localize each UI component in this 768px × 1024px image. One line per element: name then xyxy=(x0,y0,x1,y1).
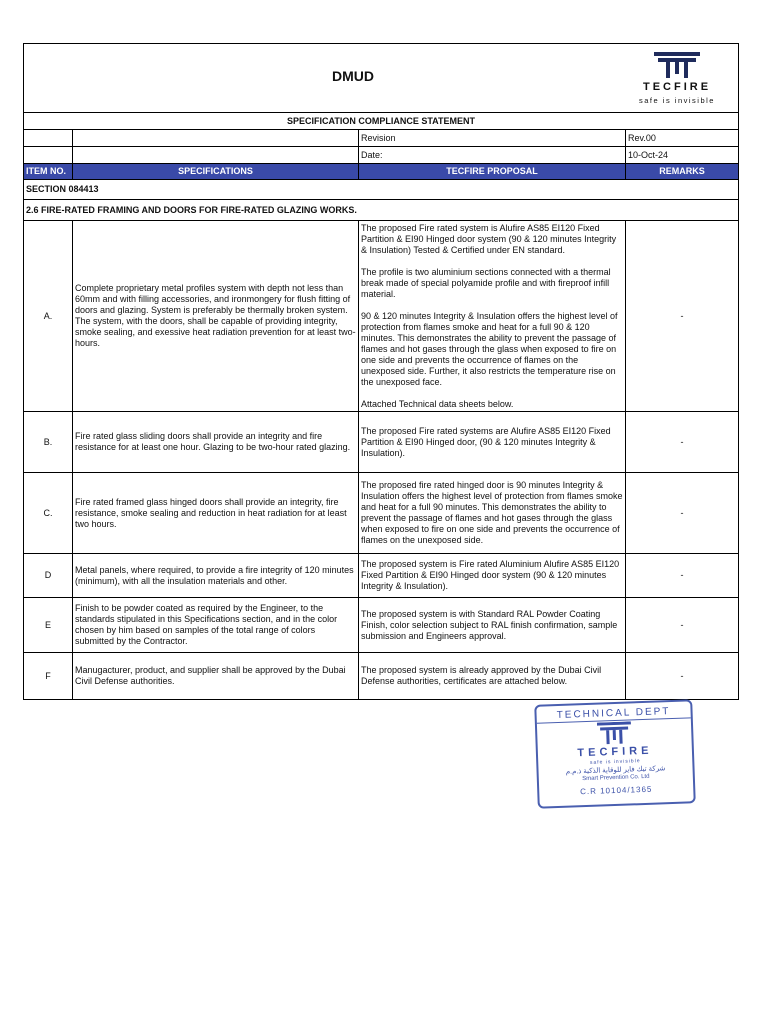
revision-row xyxy=(24,130,739,147)
stamp-tagline: safe is invisible xyxy=(589,758,641,766)
proposal-text: The proposed system is with Standard RAL Powder Coating Finish, color selection subject to RAL finish confirmation, sample submission and Engineers approval. xyxy=(359,598,626,653)
table-row xyxy=(24,554,739,598)
stamp-arabic-name: شركة تيك فاير للوقاية الذكية ذ.م.م xyxy=(565,765,666,776)
stamp-cr-number: C.R 10104/1365 xyxy=(579,784,653,797)
logo-brand: TECFIRE xyxy=(642,81,712,93)
table-row xyxy=(24,598,739,653)
compliance-sheet xyxy=(23,43,738,700)
table-row xyxy=(24,473,739,554)
stamp-logo-mark-icon xyxy=(597,721,632,744)
document-title: DMUD xyxy=(332,68,374,84)
blank-cell xyxy=(24,147,73,164)
spec-text: Fire rated glass sliding doors shall provide an integrity and fire resistance for at least one hour. Glazing to be two-hour rated glazing. xyxy=(73,412,359,473)
remarks-value: - xyxy=(626,598,739,653)
statement-title: SPECIFICATION COMPLIANCE STATEMENT xyxy=(24,113,739,130)
column-header-row xyxy=(24,164,739,180)
header-proposal: TECFIRE PROPOSAL xyxy=(359,164,626,180)
tecfire-logo-mark-icon xyxy=(654,52,700,78)
blank-cell xyxy=(73,130,359,147)
compliance-table xyxy=(23,43,739,700)
header-remarks: REMARKS xyxy=(626,164,739,180)
tecfire-logo xyxy=(622,52,732,106)
item-number: E xyxy=(24,598,73,653)
title-row xyxy=(24,44,739,113)
remarks-value: - xyxy=(626,554,739,598)
table-row xyxy=(24,653,739,700)
item-number: A. xyxy=(24,221,73,412)
company-stamp xyxy=(534,699,696,808)
revision-value: Rev.00 xyxy=(626,130,739,147)
proposal-paragraph: Attached Technical data sheets below. xyxy=(361,398,514,409)
spec-text: Complete proprietary metal profiles system with depth not less than 60mm and with filling accessories, and ironmongery for flush fitting of doors and glazing. System is preferably be thermally broken system. The system, with the doors, shall be capable of providing integrity, smoke sealing, and exessive heat radiation prevention for at least two-hours. xyxy=(73,221,359,412)
clause-label: 2.6 FIRE-RATED FRAMING AND DOORS FOR FIRE-RATED GLAZING WORKS. xyxy=(24,200,739,221)
table-row xyxy=(24,221,739,412)
stamp-dept: TECHNICAL DEPT xyxy=(536,705,690,723)
proposal-paragraph: The profile is two aluminium sections connected with a thermal break made of special polyamide profile and with fireproof infill material. xyxy=(361,266,611,299)
section-row xyxy=(24,180,739,200)
header-specifications: SPECIFICATIONS xyxy=(73,164,359,180)
header-item-no: ITEM NO. xyxy=(24,164,73,180)
remarks-value: - xyxy=(626,473,739,554)
logo-tagline: safe is invisible xyxy=(639,96,715,105)
item-number: B. xyxy=(24,412,73,473)
proposal-paragraph: 90 & 120 minutes Integrity & Insulation offers the highest level of protection from flames smoke and heat for a full 90 & 120 minutes. This demonstrates the ability to prevent the passage of flames and hot gases through the glass when exposed to fire on one side and prevents the occurrence of flames on the unexposed side. Further, it also restricts the temperature rise on the unexposed face. xyxy=(361,310,618,387)
remarks-value: - xyxy=(626,412,739,473)
item-number: F xyxy=(24,653,73,700)
statement-title-row xyxy=(24,113,739,130)
revision-label: Revision xyxy=(359,130,626,147)
item-number: C. xyxy=(24,473,73,554)
stamp-brand: TECFIRE xyxy=(577,744,653,760)
proposal-text: The proposed system is Fire rated Aluminium Alufire AS85 EI120 Fixed Partition & EI90 Hinged door system (90 & 120 minutes Integrity & Insulation). xyxy=(359,554,626,598)
date-row xyxy=(24,147,739,164)
spec-text: Fire rated framed glass hinged doors shall provide an integrity, fire resistance, smoke sealing and reduction in heat radiation for at least two hours. xyxy=(73,473,359,554)
stamp-company: Smart Prevention Co. Ltd xyxy=(582,773,650,783)
proposal-text: The proposed Fire rated systems are Alufire AS85 EI120 Fixed Partition & EI90 Hinged door, (90 & 120 minutes Integrity & Insulation). xyxy=(359,412,626,473)
spec-text: Manugacturer, product, and supplier shall be approved by the Dubai Civil Defense authorities. xyxy=(73,653,359,700)
proposal-text xyxy=(359,221,626,412)
spec-text: Metal panels, where required, to provide a fire integrity of 120 minutes (minimum), with all the insulation materials and other. xyxy=(73,554,359,598)
blank-cell xyxy=(73,147,359,164)
table-row xyxy=(24,412,739,473)
title-cell xyxy=(24,44,739,113)
remarks-value: - xyxy=(626,653,739,700)
proposal-text: The proposed system is already approved by the Dubai Civil Defense authorities, certificates are attached below. xyxy=(359,653,626,700)
item-number: D xyxy=(24,554,73,598)
date-label: Date: xyxy=(359,147,626,164)
clause-row xyxy=(24,200,739,221)
date-value: 10-Oct-24 xyxy=(626,147,739,164)
section-label: SECTION 084413 xyxy=(24,180,739,200)
blank-cell xyxy=(24,130,73,147)
remarks-value: - xyxy=(626,221,739,412)
proposal-text: The proposed fire rated hinged door is 90 minutes Integrity & Insulation offers the highest level of protection from flames smoke and heat for a full 90 minutes. This demonstrates the ability to prevent the passage of flames and hot gases through the glass when exposed to fire on one side and prevents the occurrence of flames on the unexposed side. xyxy=(359,473,626,554)
proposal-paragraph: The proposed Fire rated system is Alufire AS85 EI120 Fixed Partition & EI90 Hinged door system (90 & 120 minutes Integrity & Insulation) Tested & Certified under EN standard. xyxy=(361,222,617,255)
spec-text: Finish to be powder coated as required by the Engineer, to the standards stipulated in this Specifications section, and in the color chosen by him based on samples of the total range of colors submitted by the Contractor. xyxy=(73,598,359,653)
